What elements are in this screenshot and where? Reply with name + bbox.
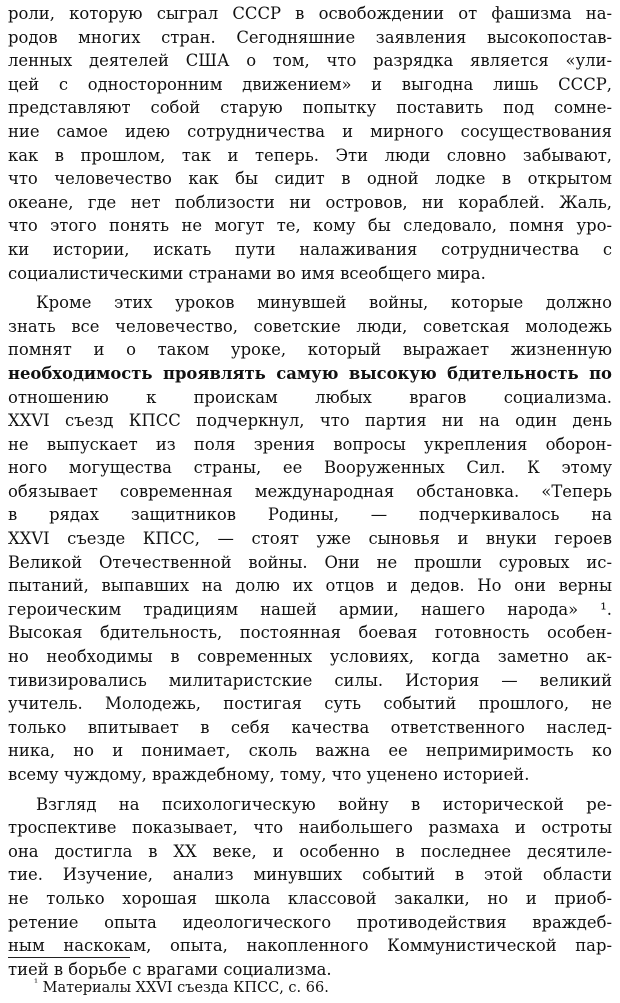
- paragraph: [8, 291, 612, 786]
- text-line: ным наскокам, опыта, накопленного Коммунистической пар-: [8, 936, 612, 956]
- text-line: как в прошлом, так и теперь. Эти люди словно забывают,: [8, 145, 612, 165]
- text-line: учитель. Молодежь, постигая суть событий прошлого, не: [8, 694, 612, 714]
- text-line: XXVI съезде КПСС, — стоят уже сыновья и внуки героев: [8, 529, 612, 549]
- text-line: но необходимы в современных условиях, когда заметно ак-: [8, 647, 612, 667]
- text-line: необходимость проявлять самую высокую бдительность по: [8, 363, 612, 383]
- text-line: представляют собой старую попытку поставить под сомне-: [8, 98, 612, 118]
- text-line: океане, где нет поблизости ни островов, ни кораблей. Жаль,: [8, 192, 612, 212]
- text-line: ного могущества страны, ее Вооруженных Сил. К этому: [8, 458, 612, 478]
- text-line: отношению к проискам любых врагов социализма.: [8, 387, 612, 407]
- text-line: что человечество как бы сидит в одной лодке в открытом: [8, 169, 612, 189]
- text-line: пытаний, выпавших на долю их отцов и дедов. Но они верны: [8, 576, 612, 596]
- footnote-divider: [8, 957, 130, 958]
- text-line: троспективе показывает, что наибольшего размаха и остроты: [8, 818, 612, 838]
- text-line: не выпускает из поля зрения вопросы укрепления оборон-: [8, 434, 612, 454]
- text-line: не только хорошая школа классовой закалки, но и приоб-: [8, 888, 612, 908]
- text-line: в рядах защитников Родины, — подчеркивалось на: [8, 505, 612, 525]
- text-line: знать все человечество, советские люди, советская молодежь: [8, 316, 612, 336]
- footnote-text: Материалы XXVI съезда КПСС, с. 66.: [42, 979, 329, 996]
- text-line: что этого понять не могут те, кому бы следовало, помня уро-: [8, 216, 612, 236]
- text-line: Великой Отечественной войны. Они не прошли суровых ис-: [8, 552, 612, 572]
- text-line: родов многих стран. Сегодняшние заявления высокопостав-: [8, 27, 612, 47]
- text-line: Высокая бдительность, постоянная боевая готовность особен-: [8, 623, 612, 643]
- text-line: только впитывает в себя качества ответственного наслед-: [8, 717, 612, 737]
- text-line: тивизировались милитаристские силы. История — великий: [8, 670, 612, 690]
- text-line: Взгляд на психологическую войну в исторической ре-: [36, 794, 612, 814]
- text-line: всему чуждому, враждебному, тому, что уценено историей.: [8, 765, 530, 784]
- text-line: тие. Изучение, анализ минувших событий в этой области: [8, 865, 612, 885]
- text-line: ника, но и понимает, сколь важна ее непримиримость ко: [8, 741, 612, 761]
- text-line: роли, которую сыграл СССР в освобождении от фашизма на-: [8, 4, 612, 23]
- paragraph: [8, 2, 612, 285]
- text-line: ленных деятелей США о том, что разрядка является «ули-: [8, 51, 612, 71]
- text-line: цей с односторонним движением» и выгодна лишь СССР,: [8, 74, 612, 94]
- text-line: помнят и о таком уроке, который выражает жизненную: [8, 340, 612, 360]
- text-line: обязывает современная международная обстановка. «Теперь: [8, 481, 612, 501]
- text-line: она достигла в XX веке, и особенно в последнее десятиле-: [8, 841, 612, 861]
- footnote: [34, 974, 329, 998]
- text-line: социалистическими странами во имя всеобщего мира.: [8, 263, 486, 283]
- footnote-marker: ¹: [34, 978, 39, 989]
- text-line: ки истории, искать пути налаживания сотрудничества с: [8, 239, 612, 259]
- text-line: героическим традициям нашей армии, нашего народа» ¹.: [8, 599, 612, 619]
- paragraph: [8, 793, 612, 982]
- text-line: Кроме этих уроков минувшей войны, которые должно: [36, 293, 612, 313]
- text-line: ретение опыта идеологического противодействия враждеб-: [8, 912, 612, 932]
- text-line: ние самое идею сотрудничества и мирного сосуществования: [8, 121, 612, 141]
- text-line: XXVI съезд КПСС подчеркнул, что партия ни на один день: [8, 411, 612, 431]
- text-line: тией в борьбе с врагами социализма.: [8, 959, 332, 979]
- body-text: [8, 2, 612, 981]
